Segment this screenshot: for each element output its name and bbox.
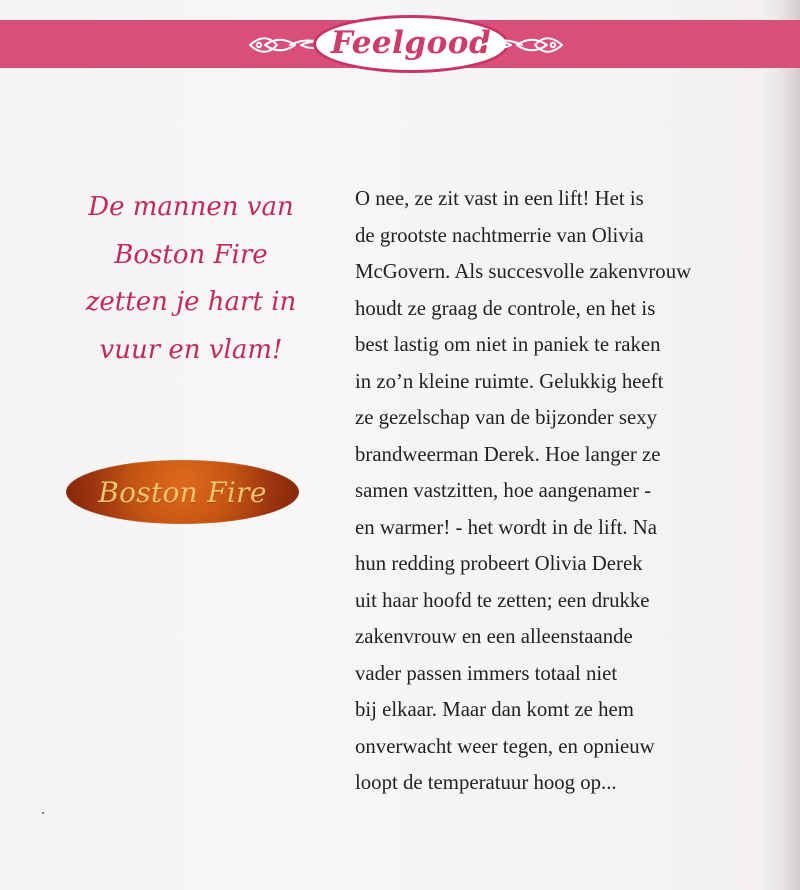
synopsis-line: vader passen immers totaal niet (355, 661, 618, 685)
feelgood-label: Feelgood (330, 24, 492, 61)
tagline (56, 184, 326, 374)
synopsis-line: onverwacht weer tegen, en opnieuw (355, 734, 655, 758)
tagline-line: zetten je hart in (85, 287, 297, 318)
tagline-line: vuur en vlam! (99, 334, 283, 365)
synopsis-line: zakenvrouw en een alleenstaande (355, 625, 633, 648)
synopsis-line: hun redding probeert Olivia Derek (355, 552, 643, 575)
page-mark (42, 812, 44, 814)
tagline-line: De mannen van (88, 192, 294, 222)
synopsis-line: en warmer! - het wordt in de lift. Na (355, 515, 658, 539)
synopsis-line: in zo’n kleine ruimte. Gelukkig heeft (355, 369, 664, 393)
boston-fire-logo (66, 460, 299, 524)
synopsis-line: bij elkaar. Maar dan komt ze hem (355, 698, 634, 721)
synopsis-line: O nee, ze zit vast in een lift! Het is (355, 187, 644, 210)
boston-fire-logo-text: Boston Fire (98, 475, 267, 509)
synopsis-line: de grootste nachtmerrie van Olivia (355, 223, 644, 247)
synopsis-line: brandweerman Derek. Hoe langer ze (355, 442, 661, 466)
synopsis-line: best lastig om niet in paniek te raken (355, 333, 661, 356)
synopsis-line: houdt ze graag de controle, en het is (355, 296, 656, 320)
synopsis-line: uit haar hoofd te zetten; een drukke (355, 588, 650, 612)
synopsis-line: ze gezelschap van de bijzonder sexy (355, 406, 657, 429)
synopsis-line: loopt de temperatuur hoog op... (355, 771, 617, 794)
synopsis-line: McGovern. Als succesvolle zakenvrouw (355, 260, 692, 283)
right-flourish-icon (477, 32, 567, 58)
synopsis-line: samen vastzitten, hoe aangenamer - (355, 479, 652, 502)
tagline-line: Boston Fire (114, 239, 268, 270)
synopsis-text (355, 181, 795, 802)
